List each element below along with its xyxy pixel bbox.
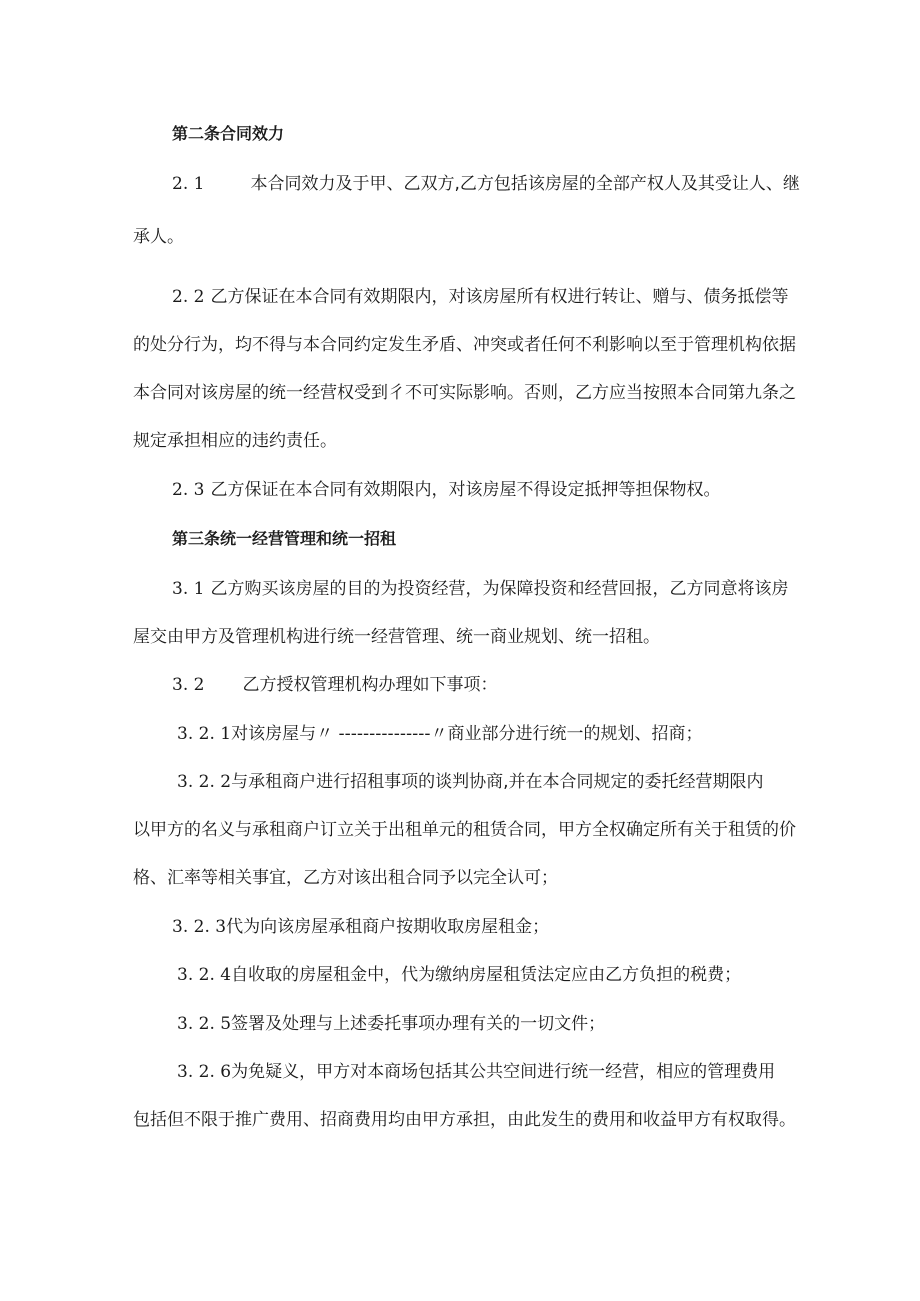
clause-2-3-line-1	[172, 478, 720, 502]
clause-3-2-4-line-1	[177, 963, 741, 987]
clause-2-1-line-1	[172, 172, 800, 196]
clause-2-2-text: 乙方保证在本合同有效期限内，对该房屋所有权进行转让、赠与、债务抵偿等	[210, 287, 789, 307]
clause-3-2-number: 3. 2	[172, 675, 205, 695]
clause-3-2-5-line-1	[177, 1012, 605, 1036]
clause-2-1-line-2: 承人。	[133, 227, 184, 247]
clause-2-2-line-1	[172, 285, 788, 309]
article-3-heading: 第三条统一经营管理和统一招租	[172, 529, 397, 548]
clause-3-2-2-line-1	[177, 770, 763, 794]
clause-3-2-6-line-2: 包括但不限于推广费用、招商费用均由甲方承担，由此发生的费用和收益甲方有权取得。	[133, 1110, 796, 1130]
clause-3-2-3-text: 代为向该房屋承租商户按期收取房屋租金；	[226, 917, 550, 937]
clause-3-2-2-line-2: 以甲方的名义与承租商户订立关于出租单元的租赁合同，甲方全权确定所有关于租赁的价	[133, 820, 796, 840]
clause-2-3-number: 2. 3	[172, 480, 205, 500]
clause-3-2-3-line-1	[172, 915, 549, 939]
clause-3-2-1-line-1	[177, 722, 703, 746]
clause-3-2-3-number: 3. 2. 3	[172, 917, 227, 937]
clause-3-2-line-1	[172, 673, 497, 697]
clause-3-2-4-text: 自收取的房屋租金中，代为缴纳房屋租赁法定应由乙方负担的税费；	[231, 965, 742, 985]
clause-3-2-2-text: 与承租商户进行招租事项的谈判协商,并在本合同规定的委托经营期限内	[231, 772, 764, 792]
clause-3-2-5-number: 3. 2. 5	[177, 1014, 232, 1034]
clause-3-2-6-line-1	[177, 1060, 775, 1084]
clause-3-2-2-line-3: 格、汇率等相关事宜，乙方对该出租合同予以完全认可；	[133, 868, 558, 888]
clause-3-1-line-1	[172, 577, 788, 601]
clause-3-2-1-number: 3. 2. 1	[177, 724, 232, 744]
clause-2-2-line-3: 本合同对该房屋的统一经营权受到彳不可实际影响。否则，乙方应当按照本合同第九条之	[133, 383, 796, 403]
clause-3-1-line-2: 屋交由甲方及管理机构进行统一经营管理、统一商业规划、统一招租。	[133, 627, 660, 647]
article-2-heading: 第二条合同效力	[172, 124, 285, 143]
clause-2-1-number: 2. 1	[172, 174, 205, 194]
clause-2-2-line-4: 规定承担相应的违约责任。	[133, 431, 337, 451]
clause-3-2-2-number: 3. 2. 2	[177, 772, 232, 792]
clause-3-2-6-number: 3. 2. 6	[177, 1062, 232, 1082]
clause-3-1-text: 乙方购买该房屋的目的为投资经营，为保障投资和经营回报，乙方同意将该房	[210, 579, 789, 599]
clause-2-2-number: 2. 2	[172, 287, 205, 307]
clause-2-3-text: 乙方保证在本合同有效期限内，对该房屋不得设定抵押等担保物权。	[210, 480, 721, 500]
clause-3-2-text: 乙方授权管理机构办理如下事项：	[242, 675, 498, 695]
clause-3-2-1-text: 对该房屋与〃 ---------------〃商业部分进行统一的规划、招商；	[231, 724, 703, 744]
clause-3-1-number: 3. 1	[172, 579, 205, 599]
clause-3-2-4-number: 3. 2. 4	[177, 965, 232, 985]
clause-2-2-line-2: 的处分行为，均不得与本合同约定发生矛盾、冲突或者任何不利影响以至于管理机构依据	[133, 335, 796, 355]
clause-3-2-5-text: 签署及处理与上述委托事项办理有关的一切文件；	[231, 1014, 606, 1034]
clause-3-2-6-text: 为免疑义，甲方对本商场包括其公共空间进行统一经营，相应的管理费用	[231, 1062, 776, 1082]
clause-2-1-text: 本合同效力及于甲、乙双方,乙方包括该房屋的全部产权人及其受让人、继	[250, 174, 800, 194]
